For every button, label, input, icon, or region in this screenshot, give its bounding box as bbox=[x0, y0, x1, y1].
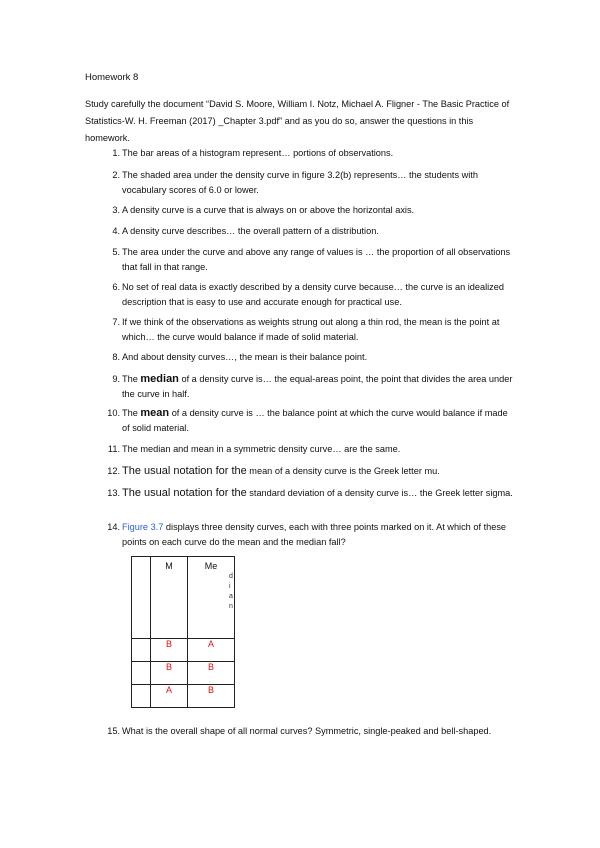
question-number: 4. bbox=[112, 226, 120, 236]
table-header-cell: M bbox=[151, 557, 188, 639]
table-row bbox=[132, 662, 235, 685]
vertical-header-letters bbox=[229, 572, 235, 612]
question-text: A density curve describes… the overall pattern of a distribution. bbox=[122, 226, 379, 236]
table-cell: B bbox=[151, 639, 188, 662]
mean-term: mean bbox=[140, 407, 170, 419]
question-text: And about density curves…, the mean is their balance point. bbox=[122, 352, 368, 362]
question-text: The usual notation for the mean of a density curve is the Greek letter mu. bbox=[122, 465, 440, 477]
question-text: A density curve is a curve that is always on or above the horizontal axis. bbox=[122, 205, 415, 215]
table-cell: A bbox=[151, 685, 188, 708]
table-cell: B bbox=[188, 685, 235, 708]
question-number: 5. bbox=[112, 247, 120, 257]
question-number: 1. bbox=[112, 148, 120, 158]
question-number: 8. bbox=[112, 352, 120, 362]
question-text: The mean of a density curve is … the balance point at which the curve would balance if made of solid material. bbox=[122, 407, 508, 433]
table-cell bbox=[132, 662, 151, 685]
question-number: 15. bbox=[107, 726, 120, 736]
question-number: 13. bbox=[107, 488, 120, 498]
question-number: 11. bbox=[107, 444, 120, 454]
question-text: The bar areas of a histogram represent… portions of observations. bbox=[122, 148, 394, 158]
median-term: median bbox=[140, 373, 179, 385]
question-number: 7. bbox=[112, 317, 120, 327]
question-text: The shaded area under the density curve in figure 3.2(b) represents… the students with vocabulary scores of 6.0 or lower. bbox=[122, 170, 478, 195]
intro-paragraph: Study carefully the document “David S. Moore, William I. Notz, Michael A. Fligner - The Basic Practice of Statistics-W. H. Freeman (2017) _Chapter 3.pdf” and as you do so, answer the questions in this homework. bbox=[85, 99, 510, 143]
table-row bbox=[132, 685, 235, 708]
question-number: 6. bbox=[112, 282, 120, 292]
homework-title: Homework 8 bbox=[85, 72, 139, 83]
figure-link[interactable]: Figure 3.7 bbox=[122, 522, 164, 532]
table-row bbox=[132, 639, 235, 662]
table-cell bbox=[132, 639, 151, 662]
question-number: 3. bbox=[112, 205, 120, 215]
question-text: No set of real data is exactly described by a density curve because… the curve is an idealized description that is easy to use and accurate enough for practical use. bbox=[122, 282, 504, 307]
question-text: The median and mean in a symmetric density curve… are the same. bbox=[122, 444, 401, 454]
question-number: 2. bbox=[112, 170, 120, 180]
question-text: What is the overall shape of all normal curves? Symmetric, single-peaked and bell-shaped. bbox=[122, 726, 492, 736]
letter: a bbox=[229, 593, 233, 600]
question-text: The median of a density curve is… the equal-areas point, the point that divides the area under the curve in half. bbox=[122, 373, 513, 399]
question-text: The area under the curve and above any range of values is … the proportion of all observations that fall in that range. bbox=[122, 247, 511, 272]
table-cell: B bbox=[188, 662, 235, 685]
letter: i bbox=[229, 583, 231, 590]
table-header-row bbox=[132, 557, 235, 639]
table-header-cell bbox=[132, 557, 151, 639]
question-text: The usual notation for the standard deviation of a density curve is… the Greek letter sigma. bbox=[122, 487, 513, 499]
question-number: 10. bbox=[107, 408, 120, 418]
question-number: 14. bbox=[107, 522, 120, 532]
table-cell: A bbox=[188, 639, 235, 662]
table-cell bbox=[132, 685, 151, 708]
question-number: 12. bbox=[107, 466, 120, 476]
question-text: Figure 3.7 displays three density curves, each with three points marked on it. At which of these points on each curve do the mean and the median fall? bbox=[122, 522, 507, 547]
table-header-cell: Me bbox=[188, 557, 235, 639]
letter: n bbox=[229, 603, 233, 610]
answer-table bbox=[131, 556, 235, 708]
question-number: 9. bbox=[112, 374, 120, 384]
table-cell: B bbox=[151, 662, 188, 685]
letter: d bbox=[229, 573, 233, 580]
question-text: If we think of the observations as weights strung out along a thin rod, the mean is the point at which… the curve would balance if made of solid material. bbox=[122, 317, 500, 342]
